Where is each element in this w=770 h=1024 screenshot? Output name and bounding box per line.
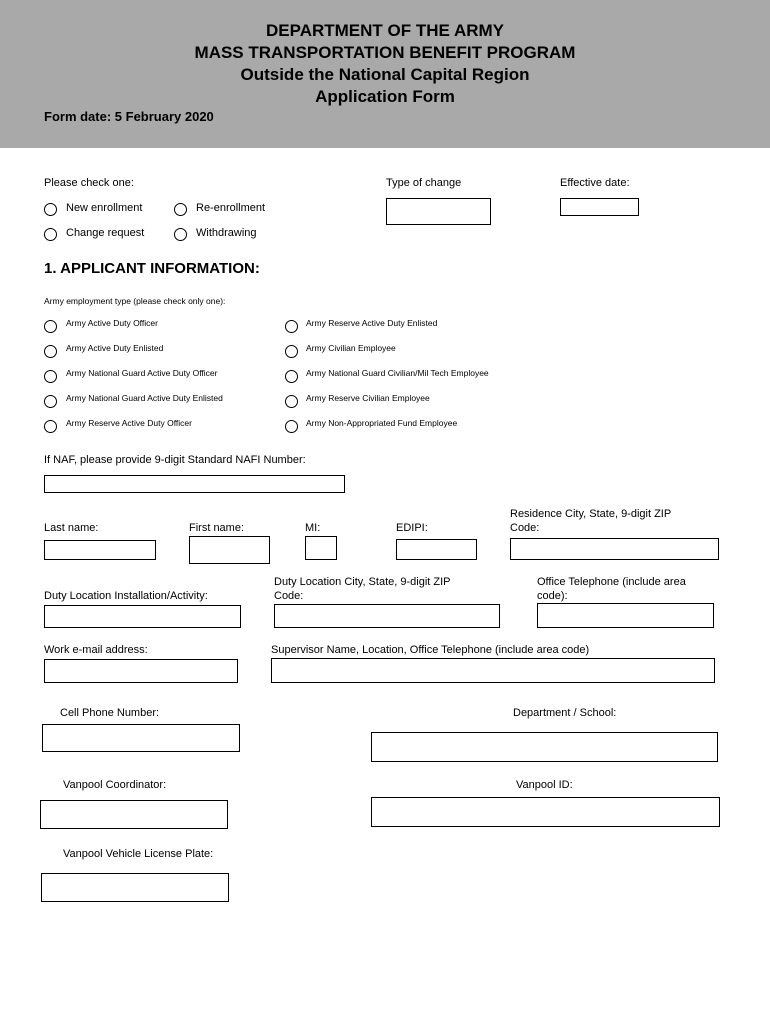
department-label: Department / School: [513,707,617,719]
duty-location-field[interactable] [44,605,241,628]
work-email-field[interactable] [44,659,238,683]
withdrawing-radio[interactable] [174,228,187,241]
vanpool-coordinator-field[interactable] [40,800,228,829]
naf-number-label: If NAF, please provide 9-digit Standard NAFI Number: [44,454,306,466]
supervisor-field[interactable] [271,658,715,683]
vanpool-plate-field[interactable] [41,873,229,902]
duty-city-label: Duty Location City, State, 9-digit ZIP Code: [274,576,451,602]
header-line-1: DEPARTMENT OF THE ARMY [266,21,504,40]
last-name-label: Last name: [44,522,99,534]
department-field[interactable] [371,732,718,762]
civilian-employee-radio[interactable] [285,345,298,358]
first-name-field[interactable] [189,536,270,564]
type-of-change-label: Type of change [386,177,462,189]
re-enrollment-radio[interactable] [174,203,187,216]
reserve-active-duty-officer-radio[interactable] [44,420,57,433]
cell-phone-field[interactable] [42,724,240,752]
duty-location-label: Duty Location Installation/Activity: [44,590,208,602]
active-duty-officer-radio[interactable] [44,320,57,333]
header-line-4: Application Form [315,87,455,106]
work-email-label: Work e-mail address: [44,644,148,656]
first-name-label: First name: [189,522,245,534]
change-request-label: Change request [66,227,145,239]
reserve-active-duty-enlisted-radio[interactable] [285,320,298,333]
residence-field[interactable] [510,538,719,560]
naf-number-field[interactable] [44,475,345,493]
edipi-label: EDIPI: [396,522,428,534]
ng-active-duty-officer-radio[interactable] [44,370,57,383]
new-enrollment-radio[interactable] [44,203,57,216]
ng-active-duty-officer-label: Army National Guard Active Duty Officer [66,368,218,378]
supervisor-label: Supervisor Name, Location, Office Telephone (include area code) [271,644,590,656]
please-check-label: Please check one: [44,177,134,189]
type-of-change-field[interactable] [386,198,491,225]
effective-date-label: Effective date: [560,177,630,189]
mi-label: MI: [305,522,321,534]
header-line-2: MASS TRANSPORTATION BENEFIT PROGRAM [194,43,576,62]
form-date: Form date: 5 February 2020 [44,109,214,124]
withdrawing-label: Withdrawing [196,227,257,239]
reserve-civilian-employee-radio[interactable] [285,395,298,408]
reserve-active-duty-officer-label: Army Reserve Active Duty Officer [66,418,192,428]
cell-phone-label: Cell Phone Number: [60,707,160,719]
vanpool-plate-label: Vanpool Vehicle License Plate: [63,848,214,860]
last-name-field[interactable] [44,540,156,560]
active-duty-enlisted-label: Army Active Duty Enlisted [66,343,164,353]
reserve-civilian-employee-label: Army Reserve Civilian Employee [306,393,430,403]
active-duty-officer-label: Army Active Duty Officer [66,318,158,328]
change-request-radio[interactable] [44,228,57,241]
ng-active-duty-enlisted-label: Army National Guard Active Duty Enlisted [66,393,223,403]
ng-active-duty-enlisted-radio[interactable] [44,395,57,408]
vanpool-coordinator-label: Vanpool Coordinator: [63,779,167,791]
vanpool-id-label: Vanpool ID: [516,779,573,791]
employment-type-label: Army employment type (please check only one): [44,296,226,306]
office-phone-label: Office Telephone (include area code): [537,576,686,602]
civilian-employee-label: Army Civilian Employee [306,343,396,353]
ng-civilian-mil-tech-radio[interactable] [285,370,298,383]
header-line-3: Outside the National Capital Region [240,65,530,84]
duty-city-field[interactable] [274,604,500,628]
form-header [0,0,770,148]
naf-employee-radio[interactable] [285,420,298,433]
active-duty-enlisted-radio[interactable] [44,345,57,358]
effective-date-field[interactable] [560,198,639,216]
naf-employee-label: Army Non-Appropriated Fund Employee [306,418,458,428]
ng-civilian-mil-tech-label: Army National Guard Civilian/Mil Tech Employee [306,368,489,378]
office-phone-field[interactable] [537,603,714,628]
residence-label: Residence City, State, 9-digit ZIP Code: [510,508,671,534]
vanpool-id-field[interactable] [371,797,720,827]
mi-field[interactable] [305,536,337,560]
applicant-information-heading: 1. APPLICANT INFORMATION: [44,260,260,277]
new-enrollment-label: New enrollment [66,202,143,214]
re-enrollment-label: Re-enrollment [196,202,266,214]
edipi-field[interactable] [396,539,477,560]
reserve-active-duty-enlisted-label: Army Reserve Active Duty Enlisted [306,318,438,328]
